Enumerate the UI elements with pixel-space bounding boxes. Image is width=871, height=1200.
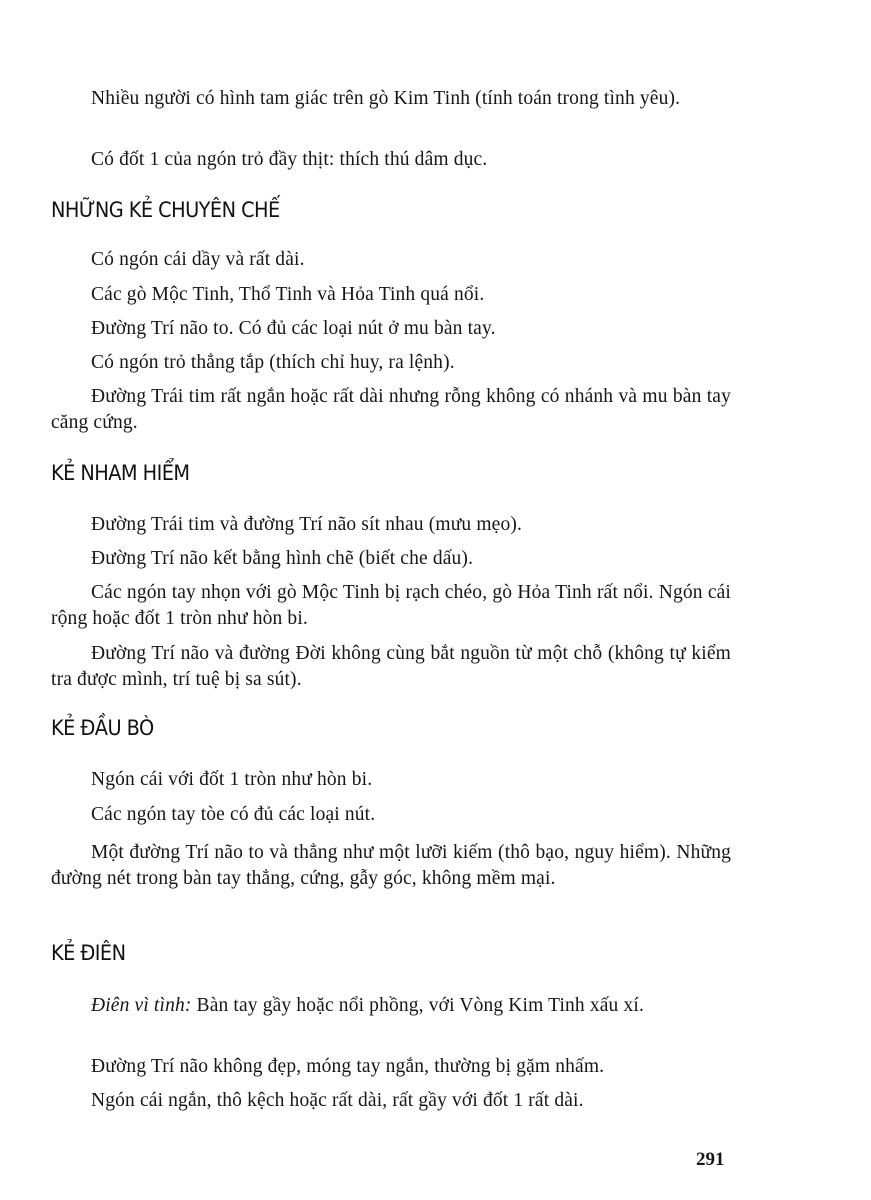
paragraph: Các ngón tay tòe có đủ các loại nút. [91, 804, 376, 825]
page-number: 291 [696, 1149, 725, 1170]
section-heading: KẺ ĐIÊN [51, 941, 126, 965]
section-heading: KẺ ĐẦU BÒ [51, 716, 154, 740]
paragraph: Ngón cái với đốt 1 tròn như hòn bi. [91, 769, 373, 790]
paragraph: Đường Trí não to. Có đủ các loại nút ở mu bàn tay. [91, 318, 496, 339]
paragraph: Đường Trí não kết bằng hình chẽ (biết che dấu). [91, 548, 474, 569]
paragraph: Có ngón cái dầy và rất dài. [91, 249, 305, 270]
paragraph: Nhiều người có hình tam giác trên gò Kim Tinh (tính toán trong tình yêu). [91, 88, 681, 109]
paragraph: Ngón cái ngắn, thô kệch hoặc rất dài, rất gầy với đốt 1 rất dài. [91, 1090, 584, 1111]
paragraph: Đường Trái tim rất ngắn hoặc rất dài nhưng rỗng không có nhánh và mu bàn tay căng cứng. [51, 386, 731, 433]
paragraph: Các gò Mộc Tinh, Thổ Tinh và Hỏa Tinh quá nổi. [91, 284, 485, 305]
paragraph: Các ngón tay nhọn với gò Mộc Tinh bị rạch chéo, gò Hỏa Tinh rất nổi. Ngón cái rộng hoặc đốt 1 tròn như hòn bi. [51, 582, 731, 629]
paragraph-text: Bàn tay gầy hoặc nổi phồng, với Vòng Kim Tinh xấu xí. [191, 995, 644, 1016]
paragraph [51, 993, 731, 1019]
paragraph: Một đường Trí não to và thẳng như một lưỡi kiếm (thô bạo, nguy hiểm). Những đường nét trong bàn tay thẳng, cứng, gẫy góc, không mềm mại. [51, 842, 731, 889]
paragraph: Đường Trí não không đẹp, móng tay ngắn, thường bị gặm nhấm. [91, 1056, 605, 1077]
italic-lead: Điên vì tình: [91, 995, 192, 1016]
section-heading: KẺ NHAM HIỂM [51, 461, 190, 485]
paragraph: Đường Trí não và đường Đời không cùng bắt nguồn từ một chỗ (không tự kiểm tra được mình, trí tuệ bị sa sút). [51, 643, 731, 690]
paragraph: Có ngón trỏ thẳng tắp (thích chỉ huy, ra lệnh). [91, 352, 455, 373]
paragraph: Đường Trái tim và đường Trí não sít nhau (mưu mẹo). [91, 514, 523, 535]
paragraph: Có đốt 1 của ngón trỏ đầy thịt: thích thú dâm dục. [91, 149, 488, 170]
section-heading: NHỮNG KẺ CHUYÊN CHẾ [51, 198, 280, 222]
